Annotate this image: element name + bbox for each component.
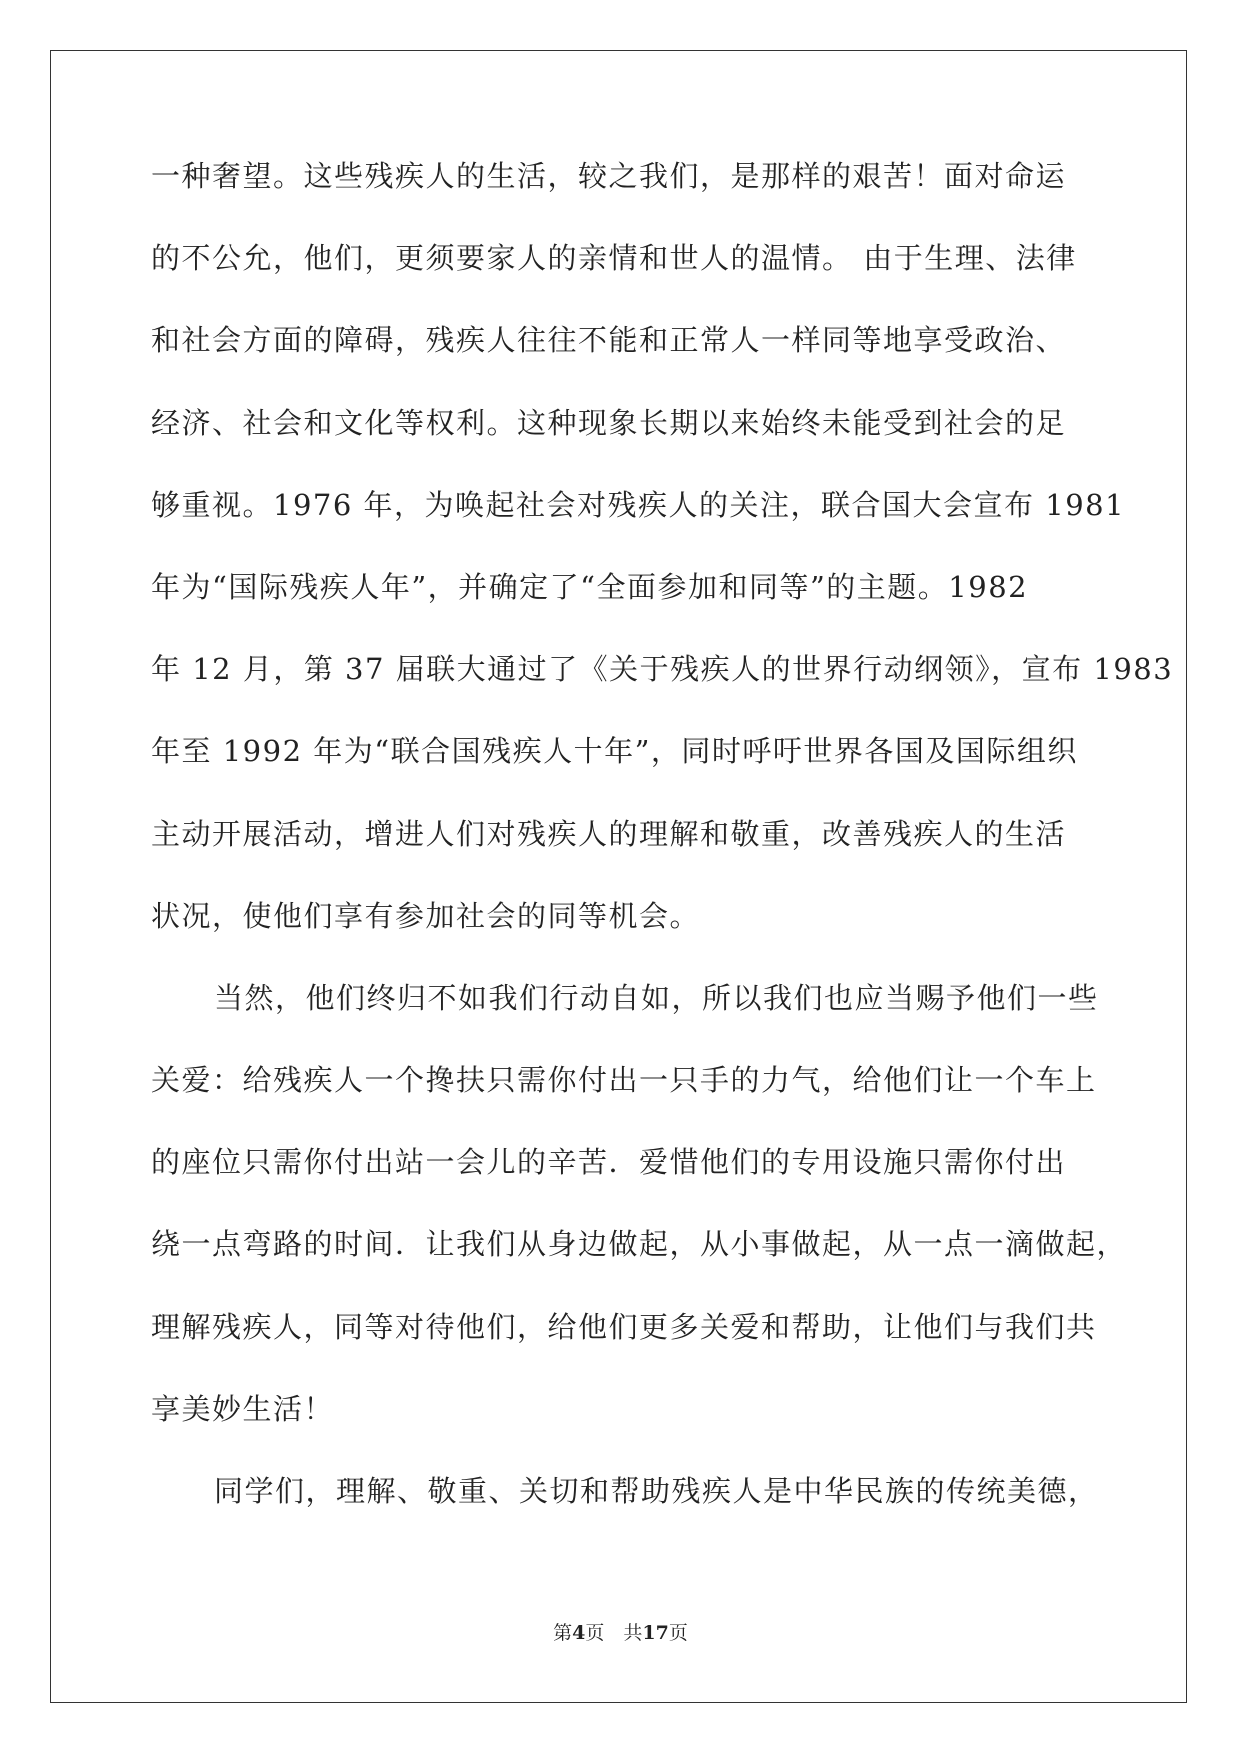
current-page-number: 4 [572,1622,586,1644]
text-line: 主动开展活动，增进人们对残疾人的理解和敬重，改善残疾人的生活 [151,816,1067,851]
text-line: 年为“国际残疾人年”，并确定了“全面参加和同等”的主题。1982 [151,569,1029,604]
text-line: 和社会方面的障碍，残疾人往往不能和正常人一样同等地享受政治、 [151,323,1067,358]
total-page-count: 17 [642,1622,669,1644]
text-line: 年至 1992 年为“联合国残疾人十年”，同时呼吁世界各国及国际组织 [151,734,1078,769]
text-line: 经济、社会和文化等权利。这种现象长期以来始终未能受到社会的足 [151,405,1067,440]
footer-middle: 页 共 [585,1622,643,1644]
text-line: 关爱：给残疾人一个搀扶只需你付出一只手的力气，给他们让一个车上 [151,1063,1097,1098]
text-line: 绕一点弯路的时间．让我们从身边做起，从小事做起，从一点一滴做起， [151,1227,1128,1262]
paragraph-start-line: 同学们，理解、敬重、关切和帮助残疾人是中华民族的传统美德， [214,1474,1099,1508]
footer-suffix: 页 [668,1622,688,1644]
paragraph-start-line: 当然，他们终归不如我们行动自如，所以我们也应当赐予他们一些 [214,980,1099,1015]
text-line: 够重视。1976 年，为唤起社会对残疾人的关注，联合国大会宣布 1981 [151,487,1126,522]
text-line: 理解残疾人，同等对待他们，给他们更多关爱和帮助，让他们与我们共 [151,1309,1097,1344]
page-footer [0,1618,1241,1645]
text-line: 享美妙生活！ [151,1391,335,1426]
footer-prefix: 第 [553,1622,573,1644]
text-line: 的座位只需你付出站一会儿的辛苦．爱惜他们的专用设施只需你付出 [151,1145,1067,1180]
text-line: 一种奢望。这些残疾人的生活，较之我们，是那样的艰苦！面对命运 [151,159,1067,193]
text-line: 的不公允，他们，更须要家人的亲情和世人的温情。 由于生理、法律 [151,241,1077,276]
text-line: 年 12 月，第 37 届联大通过了《关于残疾人的世界行动纲领》，宣布 1983 [151,652,1174,687]
text-line: 状况，使他们享有参加社会的同等机会。 [151,898,701,933]
document-body [151,159,1174,1557]
